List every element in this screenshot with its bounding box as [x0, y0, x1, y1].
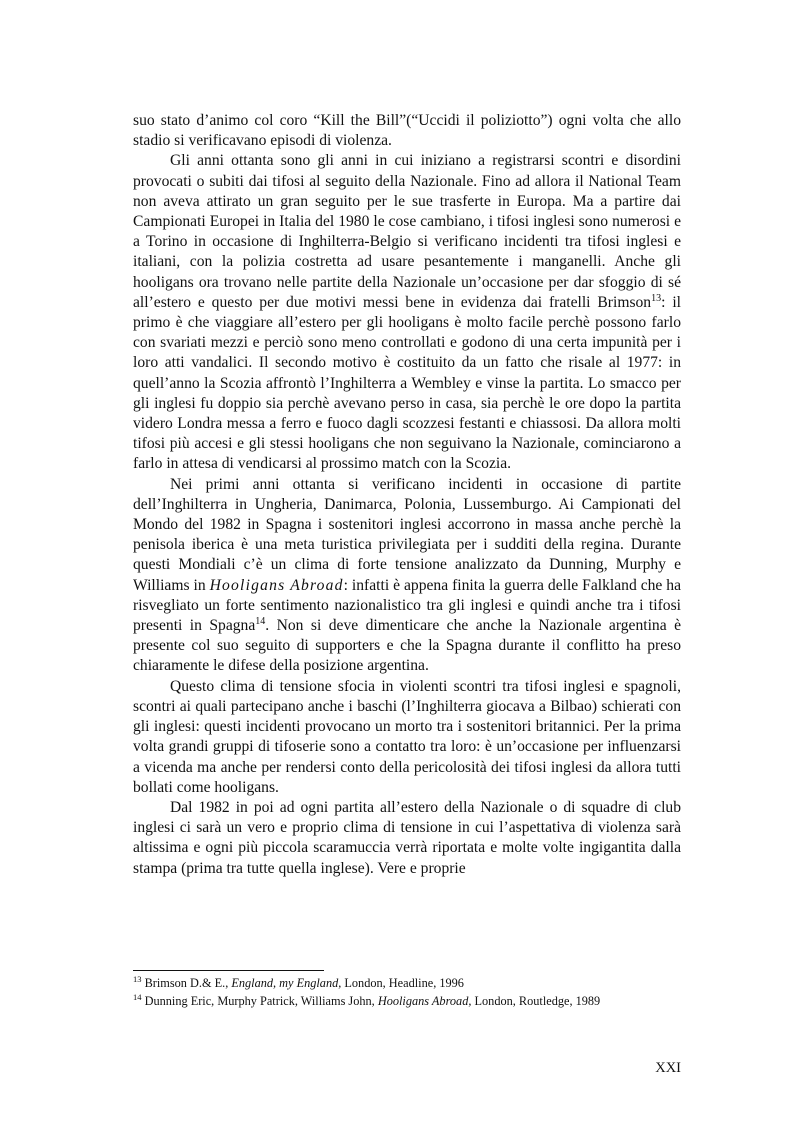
paragraph-text: : infatti è appena finita la guerra delle Falkland che ha risvegliato un forte sentimento nazionalistico tra gli inglesi e quindi anche tra i tifosi presenti in Spagna [133, 576, 682, 635]
footnote-separator [133, 970, 324, 971]
footnote-text: London, Headline, 1996 [341, 976, 464, 990]
footnote-title: England, my England, [231, 976, 342, 990]
paragraph [133, 475, 681, 677]
footnote [133, 992, 693, 1010]
paragraph [133, 111, 681, 151]
footnote-number: 13 [133, 974, 142, 984]
paragraph [133, 677, 681, 798]
paragraph-text: . Non si deve dimenticare che anche la Nazionale argentina è presente col suo seguito di supporters e che la Spagna durante il conflitto ha preso chiaramente le difese della posizione argentina. [133, 617, 681, 675]
footnote-reference[interactable]: 14 [255, 616, 266, 628]
paragraph-text: Dal 1982 in poi ad ogni partita all’estero della Nazionale o di squadre di club inglesi ci sarà un vero e proprio clima di tensione in cui l’aspettativa di violenza sarà altissima e ogni più piccola scaramuccia verrà riportata e molte volte ingigantita dalla stampa (prima tra tutte quella inglese). Vere e proprie [133, 798, 681, 877]
footnote-text: Dunning Eric, Murphy Patrick, Williams John, [141, 994, 378, 1008]
paragraph-text: suo stato d’animo col coro “Kill the Bill”(“Uccidi il poliziotto”) ogni volta che allo stadio si verificavano episodi di violenza. [133, 112, 681, 150]
page-number: XXI [655, 1060, 681, 1076]
footnote-text: London, Routledge, 1989 [471, 994, 601, 1008]
footnote [133, 974, 693, 992]
footnote-reference[interactable]: 13 [651, 292, 662, 304]
paragraph [133, 151, 681, 474]
footnote-number: 14 [133, 992, 142, 1002]
footnotes [133, 974, 693, 1010]
book-title: Hooligans Abroad [209, 576, 344, 594]
body-text [133, 111, 681, 879]
paragraph [133, 798, 681, 879]
paragraph-text: Gli anni ottanta sono gli anni in cui iniziano a registrarsi scontri e disordini provocati o subiti dai tifosi al seguito della Nazionale. Fino ad allora il National Team non aveva attirato un gran seguito per le sue trasferte in Europa. Ma a partire dai Campionati Europei in Italia del 1980 le cose cambiano, i tifosi inglesi sono numerosi e a Torino in occasione di Inghilterra-Belgio si verificano incidenti tra tifosi inglesi e italiani, con la polizia costretta ad usare pesantemente i manganelli. Anche gli hooligans ora trovano nelle partite della Nazionale un’occasione per dar sfoggio di sé all’estero e questo per due motivi messi bene in evidenza dai fratelli Brimson [133, 152, 681, 311]
paragraph-text: Questo clima di tensione sfocia in violenti scontri tra tifosi inglesi e spagnoli, scontri ai quali partecipano anche i baschi (l’Inghilterra giocava a Bilbao) schierati con gli inglesi: questi incidenti provocano un morto tra i sostenitori britannici. Per la prima volta grandi gruppi di tifoserie sono a contatto tra loro: è un’occasione per influenzarsi a vicenda ma anche per rendersi conto della pericolosità dei tifosi inglesi da allora tutti bollati come hooligans. [133, 677, 681, 796]
footnote-title: Hooligans Abroad, [377, 994, 472, 1008]
paragraph-text: Nei primi anni ottanta si verificano incidenti in occasione di partite dell’Inghilterra in Ungheria, Danimarca, Polonia, Lussemburgo. Ai Campionati del Mondo del 1982 in Spagna i sostenitori inglesi accorrono in massa anche perchè la penisola iberica è una meta turistica privilegiata per i sudditi della regina. Durante questi Mondiali c’è un clima di forte tensione analizzato da Dunning, Murphy e Williams in [133, 475, 681, 594]
paragraph-text: : il primo è che viaggiare all’estero per gli hooligans è molto facile perchè possono farlo con svariati mezzi e perciò sono meno controllati e godono di una certa impunità per i loro atti vandalici. Il secondo motivo è costituito da un fatto che risale al 1977: in quell’anno la Scozia affrontò l’Inghilterra a Wembley e vinse la partita. Lo smacco per gli inglesi fu doppio sia perchè avevano perso in casa, sia perchè le ore dopo la partita videro Londra messa a ferro e fuoco dagli scozzesi festanti e chiassosi. Da allora molti tifosi più accesi e gli stessi hooligans che non seguivano la Nazionale, cominciarono a farlo in attesa di vendicarsi al prossimo match con la Scozia. [133, 293, 681, 473]
footnote-text: Brimson D.& E., [141, 976, 232, 990]
